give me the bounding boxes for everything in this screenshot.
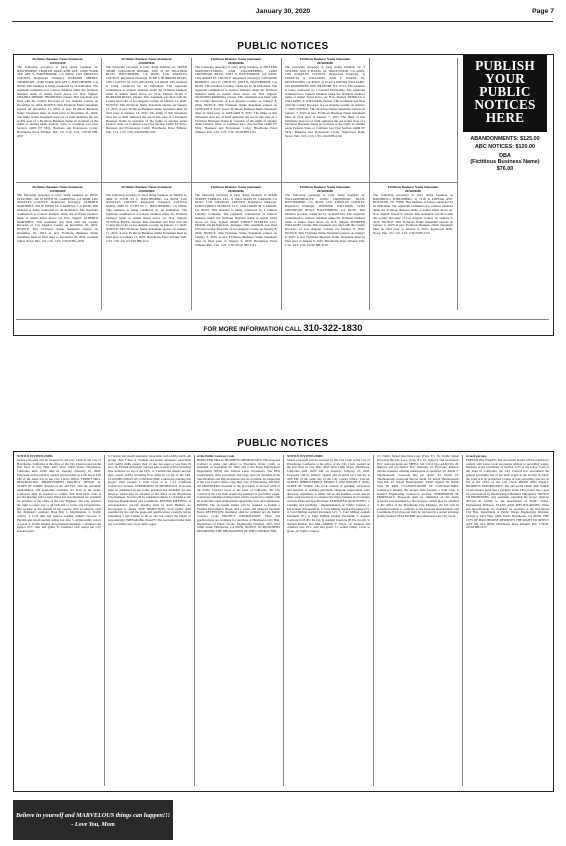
fbn-notice (106, 186, 187, 314)
notice-number: 2020000000 (138, 188, 155, 193)
bottom-section-title: PUBLIC NOTICES (237, 438, 329, 449)
notice-title: Fictitious Business Name Statement (32, 186, 83, 189)
notice-body: The following person(s) is (are) doing business as HILLPRO MANUFACTURING AND ENGINEERING, 14803 CRENSHAW BLVD, UNIT 5, HAWTHORNE, CA 90250, LOS ANGELES COUNTY. Registered Owner(s): GIOVANNI ROMERO, 1221 W 118TH ST, UNIT B, HAWTHORNE, CA 90250. This business is being conducted by an Individual. The registrant commenced to transact business under the fictitious business name or names listed above on: N/A. Signed: GIOVANNI ROMERO, Owner. This statement was filed with the County Recorder of Los Angeles County on January 8, 2020. NOTICE: This Fictitious Name Statement expires on JANUARY 8, 2025. A new Fictitious Business Name Statement must be filed prior to JANUARY 8, 2025. The filing of this Statement does not of itself authorize the use in this state of a Fictitious Business Name in violation of the rights of another under Federal, State, or Common Law (See Section 14400 ET SEQ., Business and Professions Code). Hawthorne Press Tribune: Pub. 1/16, 1/23, 1/30, 2/6/20 HH-2101 (195, 64, 277, 135)
publish-ad-box (463, 55, 547, 132)
notice-title: Fictitious Business Name Statement (299, 186, 351, 189)
fee-abandonments: ABANDONMENTS: $125.00 (470, 136, 540, 142)
fbn-notice (373, 186, 453, 314)
publish-line: PUBLISH (475, 58, 535, 73)
footer-line-1: Believe in yourself and MARVELOUS things can happen!!! (15, 812, 171, 819)
page-number: Page 7 (532, 8, 554, 15)
fbn-notice (106, 58, 187, 180)
publish-line: HERE (485, 110, 525, 125)
bid-notice-heading: NOTICE INVITING BIDS (17, 455, 53, 458)
notice-body: The following person(s) is (are) doing business as: SUPER SPORT COLLISION REPAIR, 3435 W EL SEGUNDO BLVD, HAWTHORNE, CA 90250, LOS ANGELES COUNTY. Registered Owner(s): JUAN C HURTADO RIVAS, 12811 CAVITT ST, LOS ANGELES, CA 90059. This business is being conducted by an Individual. The registrant commenced to transact business under the fictitious business name or names listed above on: N/A. Signed: JUAN C HURTADO RIVAS, Owner. This statement was filed with the County Recorder of Los Angeles County on January 13, 2020. NOTICE: This Fictitious Name Statement expires on January 13, 2025. A new Fictitious Business Name Statement must be filed prior to January 13, 2025. The filing of this Statement does not of itself authorize the use in this state of a Fictitious Business Name in violation of the rights of another under Federal, State, or Common Law (See Section 14400 ET SEQ., Business and Professions Code). Hawthorne Press Tribune: Pub. 1/16, 1/23, 1/30, 2/6/20 HH-2100 (106, 64, 187, 135)
notice-title: Fictitious Business Name Statement (121, 186, 172, 189)
header-rule (12, 21, 553, 22)
bid-notice-body: 17. Traffic Signal Detection Loop (Type 'E'). 18. Traffic Signal Detection Bicycle Loop (Type 'E'). 19. Remove and reconstruct PCC curb and gutter per SPPWC Std. 120-2 type A2-6(150). 20. Remove and reconstruct PCC sidewalk. 21. Excavate, Remove and Re-construct existing substructure as specified. 22. Install 3" Thermoplastic crosswalk line per detail. 23. Install 12" Thermoplastic crosswalk line per detail. 24. Install Thermoplastic Stop Bar. 25. Install Thermoplastic 'STOP' legend. 26. Install Type 'B' RPM. CLASSIFICATION OF CONTRACTORS: Contractors bidding this project shall possess a valid Class A General Engineering Contractor License. SUBMISSION OF PROPOSALS: Proposals shall be submitted on the forms prepared and furnished for that purpose, which may be obtained at the office of the Hawthorne City Engineer. No bid will be considered unless it conforms to the Proposal Requirements and Conditions. Each proposal shall be enclosed in a sealed envelope plainly marked 'SEALED BID' and addressed to the City Clerk. (377, 455, 459, 518)
more-info-text: FOR MORE INFORMATION CALL (203, 326, 302, 333)
row-divider (16, 319, 549, 320)
footer-message (13, 800, 173, 840)
notice-title: Fictitious Business Name Statement (387, 186, 439, 189)
bid-notice-column (197, 455, 280, 786)
fee-abc: ABC NOTICES: $120.00 (475, 144, 535, 151)
fbn-notice (17, 186, 98, 314)
bid-notice-heading: NOTICE INVITING BIDS (287, 455, 323, 458)
notice-number: 2020000000 (317, 188, 333, 193)
fbn-notice (285, 58, 365, 180)
fee-dba-price: $76.00 (496, 165, 514, 172)
publish-line: PUBLIC (479, 84, 531, 99)
fbn-notice (17, 58, 98, 180)
notice-body: The following person(s) is (are) doing business as: 3 SISTERS, 3202 E HAZEL ST, INGLEWOOD, CA 90302, LOS ANGELES COUNTY. Registered Owner(s): 1) PATRICIA A WILLIAMS, 3202 E HAZEL ST, INGLEWOOD, CA 90302, 2) JEAN LONDON WILLIAMS, 109 WOODBURY AVE, BELPORT, NY 11714. This business is being conducted by a General Partnership. The registrant commenced to transact business under the fictitious business name or names listed above on: N/A. Signed: PATRICIA A WILLIAMS, P. WILLIAMS, Partner. This statement was filed with the County Recorder of Los Angeles County on January 7, 2020. NOTICE: This Fictitious Name Statement expires on January 7, 2025. A new Fictitious Business Name Statement must be filed prior to January 7, 2025. The filing of this Statement does not of itself authorize the use in this state of a Fictitious Business Name in violation of the rights of another under Federal, State, or Common Law (See Section 14400 ET SEQ., Business and Professions Code). Inglewood Daily News: Pub. 1/16, 1/23, 1/30, 2/6/20 HI-2102 (285, 64, 365, 138)
notice-body: The following person(s) is (are) doing business as: MAYA G, 4909 W 157TH ST C, HAWTHORNE, CA 90250, LOS ANGELES COUNTY. Registered Owner(s): YULISSA MAYA, 4909 W 157TH ST C, HAWTHORNE, CA 90250. This business is being conducted by an Individual. The registrant commenced to transact business under the fictitious business name or names listed above on: N/A. Signed: YULISSA MAYA, Owner. This statement was filed with the County Recorder of Los Angeles County on January 17, 2020. NOTICE: This Fictitious Name Statement expires on January 17, 2025. A new Fictitious Business Name Statement must be filed prior to January 17, 2025. Hawthorne Press Tribune: Pub. 1/23, 1/30, 2/6, 2/13/20 HH-2112 (106, 192, 187, 243)
notice-number: 2019000000 (49, 188, 66, 193)
bid-notice-body: Sealed proposals will be received by the City Clerk of the City of Hawthorne, California at the office of the City Clerk located on the first floor in City Hall, 4455 West 126th Street, Hawthorne, California until 10:00 AM on Tuesday, February 25, 2020. Proposals will be publicly opened and recorded on a bid list at 4:00 PM of the same day in the City Clerk's Office. STREET MILL RESURFACING IMPROVEMENT PROJECT (PHASE 2). SCOPE OF WORK: Repairs of AC and PCC with the pavement rehabilitation and applicable standards set forth in the plans. Contractor shall be required to comply with State labor code. A pre-bid meeting will be held. Plans and specifications are available for purchase at the office of the City Engineer. The City reserves the right to reject any or all bids and to waive any irregularities. Bid security in the amount of ten percent shall accompany each bid. Engineer's estimate: Base Bid. 1. Mobilization. 2. Traffic control. 3. Cold mill and remove existing asphalt concrete. 4. Furnish and install asphalt rubber hot mix. 5. Adjust utility covers to grade. 6. Traffic striping and pavement markings. 7. Remove and replace PCC curb and gutter. 8. Construct curb ramps per City standard plan. (17, 457, 101, 533)
fee-dba: DBA (499, 152, 511, 159)
bid-notice-column (377, 455, 459, 786)
column-divider (281, 58, 282, 310)
fbn-notice (195, 58, 277, 180)
issue-date: January 30, 2020 (255, 8, 311, 15)
fbn-notice (285, 186, 365, 314)
bid-notice-column (108, 455, 191, 786)
publish-line: YOUR (485, 71, 525, 86)
bid-notice-body: Sealed proposals will be received by the City Clerk of the City of Hawthorne, California at the office of the City Clerk, located on the first floor in City Hall, 4455 West 126th Street, Hawthorne, California until 10:00 AM on Tuesday, February 25, 2020. Proposals will be publicly opened and recorded on a bid list at 4:00 PM of the same day in the City Clerk's Office. LOCAL STREET IMPROVEMENT PROJECT 2020 (PROJECT 2020). SCOPE OF WORK: The work consists of grinding, excavation and removal of existing pavement, subgrade preparation, curb, driveway, adjustment of utility valves and manhole covers and all other work necessary to complete the improvements in accordance with the Plans and Specifications. ESTIMATED QUANTITIES: 1. Clearing and Grubbing / Implementation of Traffic Control. 2. Excavation (Unclassified). 3. Cold Milling Asphalt Pavement (2"). 4. Cold Milling Asphalt Pavement (4"). 5. Cold Milling Asphalt Pavement (6"). 6. Edge Milling Asphalt Pavement. 7. Asphalt Concrete (C-B PG 64-10). 8. Asphalt Concrete (B PG 64-10). 9. Asphalt Rubber Hot Mix (ARHM) 2" Thick. 10. Remove and construct new PCC curb and gutter. 11. Adjust Utility Cover to grade. 12. Traffic Control. (287, 457, 370, 533)
bid-notice-body: BOND AND SMALL BUSINESS OPPORTUNITY: The proposed Contract is under and subject to Executive Order 11246, as amended, of September 24, 1965, and to the Equal Employment Opportunity (EEO) and Federal Labor Provisions. The EEO requirements, labor provisions, and wage rates are included in the Specifications and Bid documents and are available for inspection at the City Clerk's Office, City Hall, City of Hawthorne. NOTICE TO PROPOSERS: Pursuant to the provisions of Section 6100 of the Public Contract Code of the State of California, the City Council of the City shall require the payment of prevailing wages. Contractors bidding on this project will be required to comply with all applicable equal employment opportunity laws and regulations. BONDS: The successful bidder will be required to furnish a Faithful Performance Bond, and a Labor and Material Payment Bond. RETENTION: Retention shall be withheld per the Public Contract Code. PROJECT INFORMATION: Plans and specifications are available for purchase at Hawthorne City Hall, Department of Public Works, Engineering Division, 4455 West 126th Street, Hawthorne, CA 90250. NOTICE TO PROPOSERS REGARDING THE OBLIGATIONS OF THE CONTRACTOR. (197, 457, 280, 533)
notice-number: 2019334458 (49, 60, 66, 65)
publish-line: NOTICES (474, 97, 536, 112)
fbn-notice (195, 186, 277, 314)
notice-body: The following person(s) is (are) doing business as: BEST ELECTRIC, 220 W 169TH ST, GARDENA, CA 90248, LOS ANGELES COUNTY. Registered Owner(s): ALBERTO MARTINEZ, 220 W 169TH ST, GARDENA, CA 90248. This business is being conducted by an Individual. The registrant commenced to transact business under the fictitious business name or names listed above on: N/A. Signed: ALBERTO MARTINEZ. This statement was filed with the County Recorder of Los Angeles County on December 20, 2019. NOTICE: This Fictitious Name Statement expires on December 20, 2024. A new Fictitious Business Name Statement must be filed prior to December 20, 2024. Gardena Valley News: Pub. 1/9, 1/16, 1/23, 1/30/20 HG-2059 (17, 192, 98, 243)
notice-title: Fictitious Business Name Statement (121, 58, 172, 61)
column-divider (462, 455, 463, 786)
bid-notice-heading: of the Public Contract Code. (197, 455, 235, 458)
column-divider (283, 455, 284, 786)
phone-number: 310-322-1830 (303, 323, 363, 334)
column-divider (194, 455, 195, 786)
notice-title: Fictitious Business Name Statement (210, 186, 262, 189)
more-info-line (0, 323, 566, 334)
notice-number: 2020000000 (405, 188, 421, 193)
fee-dba-note: (Fictitious Business Name) (470, 159, 540, 166)
bid-notice-column (17, 455, 101, 796)
bid-notice-column (466, 455, 549, 786)
column-divider (101, 58, 102, 310)
notice-number: 2020000000 (228, 188, 244, 193)
notice-number: 2020000000 (317, 60, 333, 65)
notice-title: Fictitious Business Name Statement (32, 58, 83, 61)
notice-body: The following person(s) is (are) doing business as: WILLIAMSBEAUTY, 12326 CRENSHAW BLVD, HAWTHORNE, CA 90250, LOS ANGELES COUNTY. Registered Owner(s): JENNIFER WILLIAMS, 12326 CRENSHAW BLVD, HAWTHORNE, CA 90250. This business is being conducted by an Individual. The registrant commenced to transact business under the fictitious business name or names listed above on: N/A. Signed: JENNIFER WILLIAMS, Owner. This statement was filed with the County Recorder of Los Angeles County on January 8, 2020. NOTICE: This Fictitious Name Statement expires on January 8, 2025. A new Fictitious Business Name Statement must be filed prior to January 8, 2025. Hawthorne Press Tribune: Pub. 1/16, 1/23, 1/30, 2/6/20 HH-2118 (285, 192, 365, 247)
bid-notice-body: 8. Furnish and install automatic retractable curb (ARS) width. All greater than 8 feet. 9. Furnish and install automatic retractable curb (ARS) width greater than 12 feet but equal or less than 20 feet. 10. Furnish and install concrete pipe screens (CPS), including flow deflector on top of the CPS. 11. Furnish and install concrete pipe screens (CPS), including flow deflector on top of the CPS. CLASSIFICATION OF CONTRACTOR: Contractors bidding this project shall possess a valid Class A or C-12 California Contractors License. SUBMISSION OF PROPOSALS: Proposals shall be submitted on the forms prepared and furnished for that purpose, which may be obtained in the office of the Hawthorne City Engineer. No bid will be considered unless it conforms to the Proposal Requirements and Conditions. PRE-BID MEETING: A non-mandatory pre-bid meeting shall be held. Bidders are encouraged to attend. SITE INSPECTION: Each bidder shall examine the site and the plans and specifications carefully before submitting a bid. Failure to do so will not relieve the bidder of responsibility. PREVAILING WAGES: The successful bidder shall pay prevailing rates of per diem wages. (108, 455, 191, 526)
column-divider (369, 58, 370, 310)
fee-list (461, 136, 549, 172)
notice-number: 2020009636 (138, 60, 155, 65)
bid-notice-body: PREVAILING WAGES: The successful bidder will be required to comply with Labor Code provisions relating to prevailing wages. Pursuant to the provisions of Section 1773 of the Labor Code of the State of California, the City Council has ascertained the general prevailing rate of per diem wages in the locality in which the work is to be performed. Copies of said prevailing rates are on file at the office of the City Clerk. BOND AND SMALL BUSINESS OPPORTUNITY: The successful bidder shall furnish a performance bond and a payment bond. This project has a goal for participation by Disadvantaged Business Enterprises. NOTICE TO PROPOSERS: Any questions regarding the project shall be directed in writing to the Department of Public Works, Engineering Division. PLANS AND SPECIFICATIONS: Plans and Specifications are available for purchase at the Hawthorne City Hall, Department of Public Works, Engineering Division, located at 4455 West 126th Street, Hawthorne, CA 90250. THE CITY OF HAWTHORNE RESERVES THE RIGHT TO REJECT ANY OR ALL BIDS. Hawthorne Press Tribune: Pub. 1/30/20, 2/6/20 HH-2137 (466, 457, 549, 530)
column-divider (373, 455, 374, 786)
notice-body: The following person(s) is (are) doing business as RAINBOW'S PUBLISHING, 1) 7218 N POPLAR AVE, HOUSTON, TX 77088. This business is being conducted by an Individual. The registrant commenced to transact business under the fictitious business name or names listed above on: N/A. Signed: ISAACS, Owner. This statement was filed with the County Recorder of Los Angeles County on January 6, 2020. NOTICE: This Fictitious Name Statement expires on January 6, 2025. A new Fictitious Business Name Statement must be filed prior to January 6, 2025. Inglewood Daily News: Pub. 1/9, 1/16, 1/23, 1/30/20 HI-2115 (373, 192, 453, 236)
notice-number: 2020000000 (228, 60, 244, 65)
column-divider (191, 58, 192, 310)
top-section-title: PUBLIC NOTICES (237, 41, 329, 52)
notice-title: Fictitious Business Name Statement (210, 58, 262, 61)
footer-line-2: - Love You, Mom (71, 821, 115, 828)
notice-body: The following person(s) is (are) doing business as: HAWTHORNE TRAILER PARK AND APT, 13180 YORK AVE APT 5, HAWTHORNE, CA 90250, LOS ANGELES COUNTY. Registered Owner(s): HARMON SHEREE THORNTON, 13180 YORK AVE APT 5, HAWTHORNE, CA 90250. This business is being conducted by an Individual. The registrant commenced to transact business under the fictitious business name or names listed above on: N/A. Signed: CHANNA SHEREE THORNTON, Owner. This statement was filed with the County Recorder of Los Angeles County on December 31, 2019. NOTICE: This Fictitious Name Statement expires on December 31, 2024. A new Fictitious Business Name Statement must be filed prior to December 31, 2024. The filing of this Statement does not of itself authorize the use in this state of a Fictitious Business Name in violation of the rights of another under Federal, State, or Common Law (See Section 14400 ET SEQ., Business and Professions Code). Hawthorne Press Tribune: Pub. 1/9, 1/16, 1/23, 1/30/20 HH-2057 (17, 64, 98, 138)
column-divider (104, 455, 105, 786)
column-divider (457, 58, 458, 310)
notice-body: The following person(s) is (are) doing business as MAIN STREET STABLES, LLC, 11 19421 MAIN ST, CARSON, CA 90745, LOS ANGELES COUNTY. Registered Owner(s): MAIN STREET STABLES, LLC, 19421 MAIN ST, CARSON, CA 90745. This business is being conducted by a Limited Liability Company. The registrant commenced to transact business under the fictitious business name or names listed above on: N/A. Signed: MAIN STREET STABLES, LLC, FRANK DI PASQUALE, Manager. This statement was filed with the County Recorder of Los Angeles County on January 9, 2020. NOTICE: This Fictitious Name Statement expires on January 9, 2025. A new Fictitious Business Name Statement must be filed prior to January 9, 2025. Hawthorne Press Tribune: Pub. 1/16, 1/23, 1/30, 2/6/20 HH-2113 (195, 192, 277, 247)
bid-notice-heading: of such persons. (466, 455, 488, 458)
row-divider (16, 182, 457, 183)
page-header (0, 0, 566, 30)
bid-notice-column (287, 455, 370, 786)
notice-title: Fictitious Business Name Statement (299, 58, 351, 61)
